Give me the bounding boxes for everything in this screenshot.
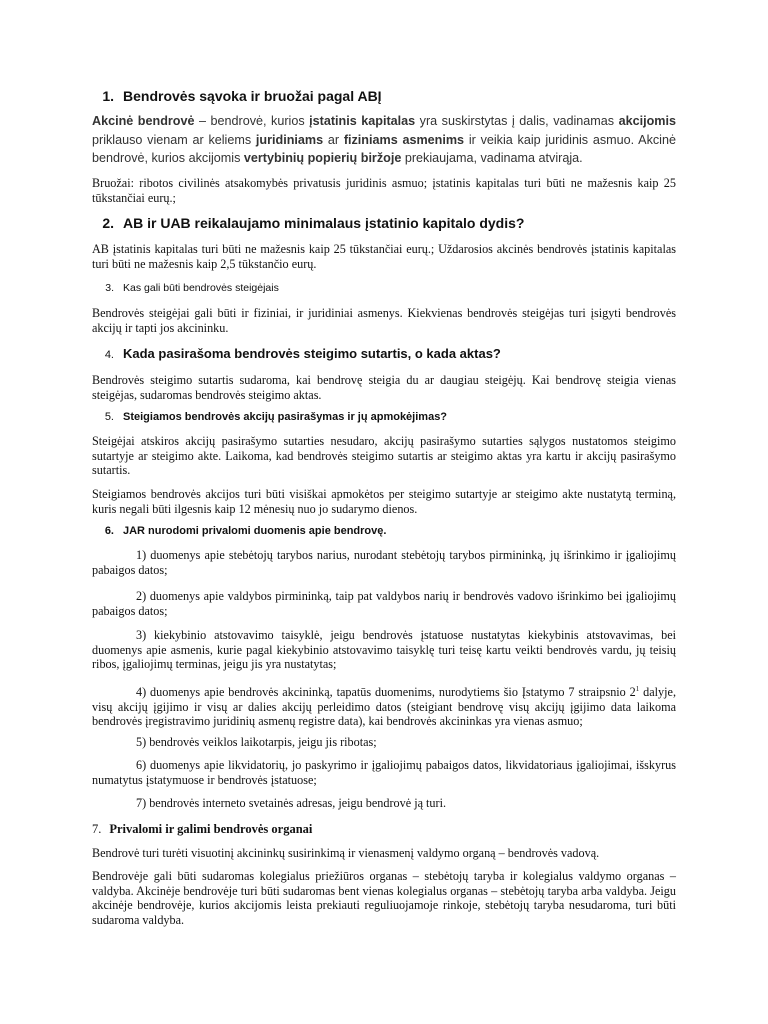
share-subscription-paragraph: Steigėjai atskiros akcijų pasirašymo sutarties nesudaro, akcijų pasirašymo sutarties sąlygos nustatomos steigimo sutartyje ar steigimo akte. Laikoma, kad bendrovės steigimo sutartis ar steigimo aktas yra kartu ir akcijų pasirašymo sutartis. xyxy=(92,434,676,478)
list-item-2: 2) duomenys apie valdybos pirmininką, taip pat valdybos narių ir bendrovės vadovo išrinkimo bei įgaliojimų pabaigos datos; xyxy=(92,589,676,618)
superscript: 1 xyxy=(635,685,640,693)
founders-paragraph: Bendrovės steigėjai gali būti ir fiziniai, ir juridiniai asmenys. Kiekvienas bendrovės steigėjas turi įsigyti bendrovės akcijų ir tapti jos akcininku. xyxy=(92,306,676,335)
heading-text: AB ir UAB reikalaujamo minimalaus įstatinio kapitalo dydis? xyxy=(123,215,525,231)
share-payment-paragraph: Steigiamos bendrovės akcijos turi būti visiškai apmokėtos per steigimo sutartyje ar steigimo akte nustatytą terminą, kuris negali būti ilgesnis kaip 12 mėnesių nuo jo sudarymo dienos. xyxy=(92,487,676,516)
list-item-5: 5) bendrovės veiklos laikotarpis, jeigu jis ribotas; xyxy=(136,735,377,749)
heading-text: Kada pasirašoma bendrovės steigimo sutartis, o kada aktas? xyxy=(123,346,501,361)
text-span: yra suskirstytas į dalis, vadinamas xyxy=(415,114,619,128)
heading-number: 4. xyxy=(104,349,114,361)
text-span: 4) duomenys apie bendrovės akcininką, tapatūs duomenims, nurodytiems šio Įstatymo 7 straipsnio 2 xyxy=(136,685,636,700)
list-item-4 xyxy=(92,682,676,729)
term-akcine-bendrove: Akcinė bendrovė xyxy=(92,114,195,128)
section-heading-2 xyxy=(92,215,524,231)
term-istatinis-kapitalas: įstatinis kapitalas xyxy=(309,114,416,128)
term-akcijomis: akcijomis xyxy=(618,114,677,128)
text-span: ar xyxy=(323,132,344,147)
section-heading-5 xyxy=(92,411,447,423)
section-heading-1 xyxy=(92,88,382,104)
text-span: priklauso vienam ar keliems xyxy=(92,132,256,147)
list-item-7: 7) bendrovės interneto svetainės adresas, jeigu bendrovė ją turi. xyxy=(136,796,447,810)
founding-agreement-paragraph: Bendrovės steigimo sutartis sudaroma, kai bendrovę steigia du ar daugiau steigėjų. Kai bendrovę steigia vienas steigėjas, sudaromas bendrovės steigimo aktas. xyxy=(92,373,676,402)
list-item-6: 6) duomenys apie likvidatorių, jo paskyrimo ir įgaliojimų pabaigos datos, likvidatoriaus įgaliojimai, išskyrus numatytus įstatymuose ir bendrovės įstatuose; xyxy=(92,758,676,787)
heading-text: Bendrovės sąvoka ir bruožai pagal ABĮ xyxy=(123,88,382,104)
heading-text: Steigiamos bendrovės akcijų pasirašymas ir jų apmokėjimas? xyxy=(123,411,448,423)
term-fiziniams-asmenims: fiziniams asmenims xyxy=(343,132,465,147)
text-span: prekiaujama, vadinama atvirąja. xyxy=(401,151,583,165)
section-heading-4 xyxy=(92,346,501,361)
capital-paragraph: AB įstatinis kapitalas turi būti ne mažesnis kaip 25 tūkstančiai eurų.; Uždarosios akcinės bendrovės įstatinis kapitalas turi būti ne mažesnis kaip 2,5 tūkstančio eurų. xyxy=(92,242,676,271)
section-heading-3 xyxy=(92,282,279,294)
section-heading-7 xyxy=(92,822,312,837)
list-item-3: 3) kiekybinio atstovavimo taisyklė, jeigu bendrovės įstatuose nustatytas kiekybinis atstovavimas, bei duomenys apie asmenis, kurie pagal kiekybinio atstovavimo taisyklę turi teisę kartu veikti bendrovės vardu, jų teisių ribos, įgaliojimų terminas, jeigu jis yra nustatytas; xyxy=(92,628,676,672)
organs-paragraph-2: Bendrovėje gali būti sudaromas kolegialus priežiūros organas – stebėtojų taryba ir kolegialus valdymo organas – valdyba. Akcinėje bendrovėje turi būti sudaromas bent vienas kolegialus organas – stebėtojų taryba arba valdyba. Jeigu akcinėje bendrovėje, kurios akcijomis leista prekiauti reguliuojamoje rinkoje, stebėtojų taryba nesudaroma, turi būti sudaroma valdyba. xyxy=(92,869,676,927)
term-juridiniams: juridiniams xyxy=(255,132,324,147)
organs-paragraph-1: Bendrovė turi turėti visuotinį akcininkų susirinkimą ir vienasmenį valdymo organą – bendrovės vadovą. xyxy=(92,846,600,860)
section-heading-6 xyxy=(92,525,386,537)
heading-number: 2. xyxy=(102,215,114,231)
text-span: ir veikia kaip juridinis asmuo. Akcinė bendrovė, kurios akcijomis xyxy=(92,132,676,165)
term-vertybiniu-popieriu-birzoje: vertybinių popierių biržoje xyxy=(243,151,402,165)
list-item-1: 1) duomenys apie stebėtojų tarybos narius, nurodant stebėtojų tarybos pirmininką, jų išrinkimo ir įgaliojimų pabaigos datos; xyxy=(92,548,676,577)
heading-number: 1. xyxy=(102,88,114,104)
heading-number: 7. xyxy=(92,822,102,836)
features-paragraph: Bruožai: ribotos civilinės atsakomybės privatusis juridinis asmuo; įstatinis kapitalas turi būti ne mažesnis kaip 25 tūkstančiai eurų.; xyxy=(92,176,676,205)
heading-text: JAR nurodomi privalomi duomenis apie bendrovę. xyxy=(123,525,387,537)
heading-number: 3. xyxy=(105,282,114,294)
definition-paragraph xyxy=(92,112,676,168)
heading-text: Kas gali būti bendrovės steigėjais xyxy=(123,282,279,294)
heading-number: 6. xyxy=(104,525,114,537)
heading-number: 5. xyxy=(104,411,114,423)
text-span: dalyje, visų akcijų įgijimo ir visų ar dalies akcijų perleidimo datos (steigiant bendrovę visų akcijų įgijimo data laikoma bendrovės įregistravimo juridinių asmenų registre data), kai bendrovės akcininkas yra vienas asmuo; xyxy=(92,685,676,729)
text-span: – bendrovė, kurios xyxy=(194,114,310,128)
heading-text: Privalomi ir galimi bendrovės organai xyxy=(109,822,313,836)
